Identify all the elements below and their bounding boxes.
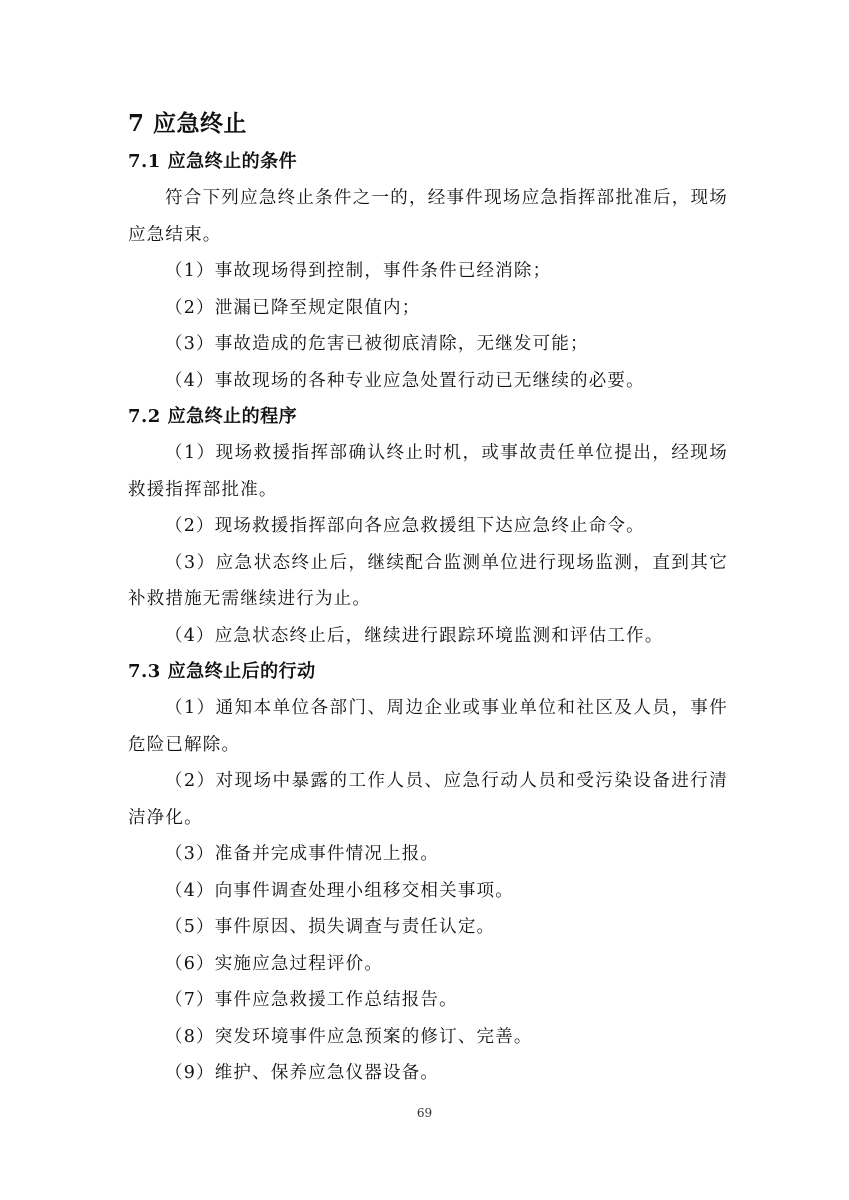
procedure-item: （1）现场救援指挥部确认终止时机，或事故责任单位提出，经现场救援指挥部批准。 <box>128 443 728 500</box>
action-item: （8）突发环境事件应急预案的修订、完善。 <box>165 1026 533 1047</box>
action-item: （2）对现场中暴露的工作人员、应急行动人员和受污染设备进行清洁净化。 <box>128 771 728 828</box>
section-title: 7 应急终止 <box>128 110 248 137</box>
condition-item: （1）事故现场得到控制，事件条件已经消除； <box>165 261 552 281</box>
action-item: （4）向事件调查处理小组移交相关事项。 <box>165 880 514 901</box>
procedure-item: （3）应急状态终止后，继续配合监测单位进行现场监测，直到其它补救措施无需继续进行为止。 <box>128 552 728 609</box>
subsection-title-7-1: 7.1 应急终止的条件 <box>128 151 298 172</box>
procedure-item: （4）应急状态终止后，继续进行跟踪环境监测和评估工作。 <box>165 625 664 646</box>
action-item: （7）事件应急救援工作总结报告。 <box>165 990 458 1010</box>
subsection-title-7-3: 7.3 应急终止后的行动 <box>128 661 316 682</box>
page-number: 69 <box>416 1106 433 1120</box>
action-item: （6）实施应急过程评价。 <box>165 953 384 974</box>
procedure-item: （2）现场救援指挥部向各应急救援组下达应急终止命令。 <box>165 516 645 536</box>
condition-item: （4）事故现场的各种专业应急处置行动已无继续的必要。 <box>165 370 645 391</box>
condition-item: （2）泄漏已降至规定限值内； <box>165 297 421 318</box>
subsection-7-1-intro: 符合下列应急终止条件之一的，经事件现场应急指挥部批准后，现场应急结束。 <box>128 188 728 245</box>
page-content <box>128 104 728 1092</box>
action-item: （5）事件原因、损失调查与责任认定。 <box>165 917 496 937</box>
action-item: （3）准备并完成事件情况上报。 <box>165 844 440 864</box>
action-item: （1）通知本单位各部门、周边企业或事业单位和社区及人员，事件危险已解除。 <box>128 698 728 755</box>
action-item: （9）维护、保养应急仪器设备。 <box>165 1063 440 1083</box>
subsection-title-7-2: 7.2 应急终止的程序 <box>128 406 298 427</box>
condition-item: （3）事故造成的危害已被彻底清除，无继发可能； <box>165 334 589 354</box>
